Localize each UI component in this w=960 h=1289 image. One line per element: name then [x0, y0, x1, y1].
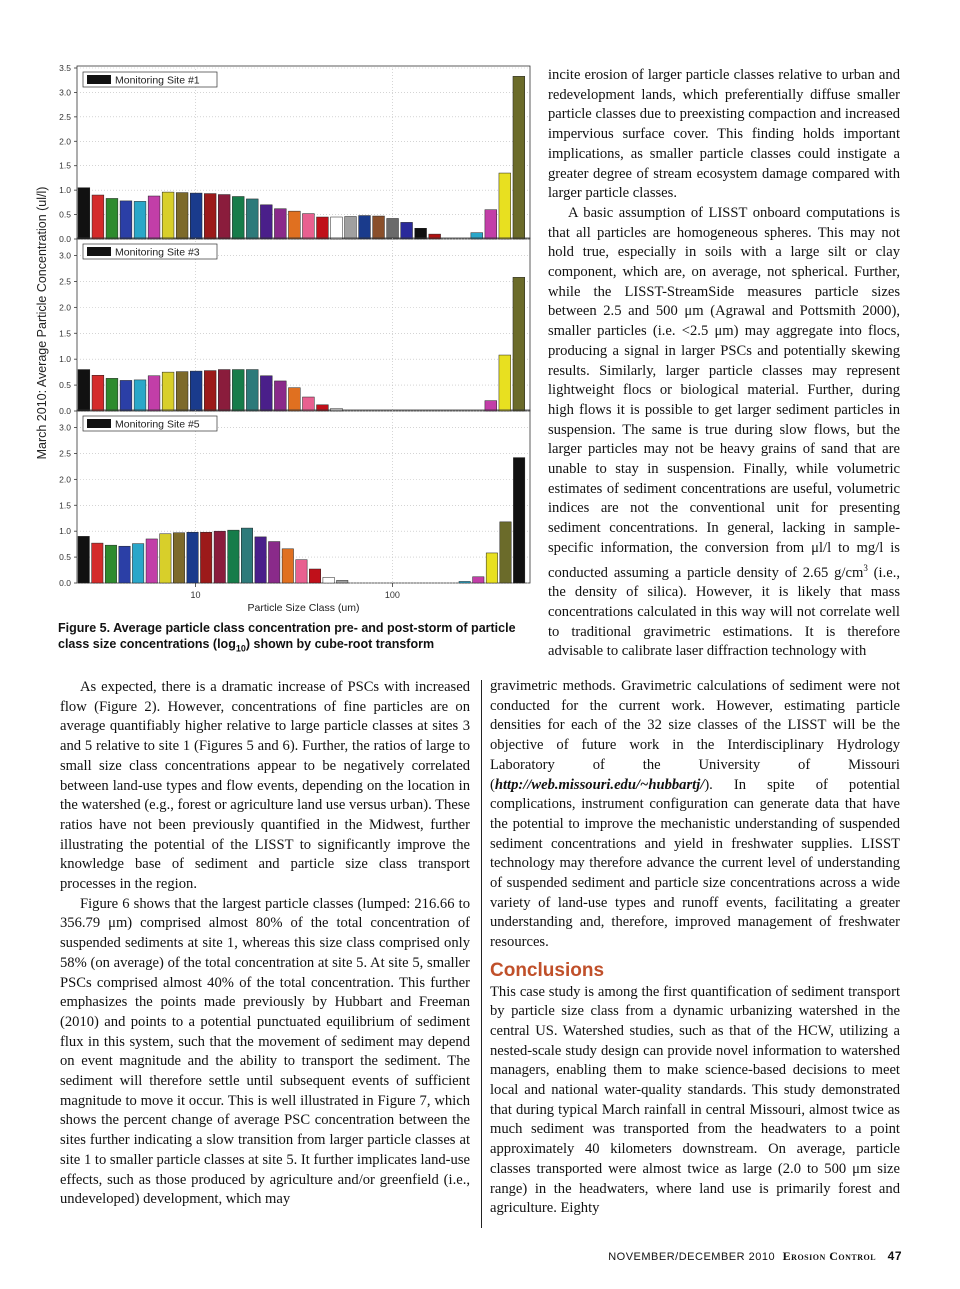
- bar: [296, 560, 307, 583]
- bar: [345, 217, 357, 239]
- bar: [274, 381, 286, 411]
- bar: [513, 458, 524, 583]
- bar: [134, 380, 146, 411]
- y-tick-label: 0.0: [59, 578, 71, 588]
- bar: [176, 193, 188, 239]
- bar: [173, 533, 184, 583]
- bar: [78, 370, 90, 411]
- y-tick-label: 1.0: [59, 354, 71, 365]
- bar: [485, 401, 497, 411]
- bar: [499, 355, 511, 411]
- page-number: 47: [887, 1249, 902, 1263]
- panel-frame: [77, 410, 530, 583]
- y-tick-label: 1.0: [59, 185, 71, 196]
- bar: [401, 222, 413, 239]
- bar: [246, 370, 258, 411]
- bar: [303, 214, 315, 239]
- x-tick-label: 10: [190, 590, 201, 600]
- bar: [260, 376, 272, 411]
- bar: [513, 76, 525, 239]
- bar: [92, 543, 103, 583]
- x-tick-label: 100: [384, 590, 400, 600]
- bar: [232, 196, 244, 239]
- paragraph: This case study is among the first quantification of sediment transport by particle size class from a dynamic urbanizing watershed in the central US. Watershed studies, such as that of the HCW, utilizing a nested-scale study design can provide novel information to watershed managers, enabling them to make science-based decisions to meet local and national water-quality standards. This study demonstrated that during typical March rainfall in central Missouri, almost twice as much sediment was transported from the headwaters to a point approximately 40 kilometers downstream. On average, particle classes transported were almost twice as large (2.0 to 500 μm size range) in the headwaters, where land use is primarily forest and agriculture. Eighty: [490, 983, 900, 1217]
- column-divider: [481, 680, 482, 1228]
- bar: [232, 370, 244, 411]
- bar: [228, 530, 239, 583]
- paragraph: gravimetric methods. Gravimetric calculations of sediment were not conducted for the current work. However, estimating particle densities for each of the 32 size classes of the LISST will be the objective of future work in the Interdisciplinary Hydrology Laboratory of the University of Missouri (http://web.missouri.edu/~hubbartj/). In spite of potential complications, instrument configuration can generate data that have the potential to improve the mechanistic understanding of suspended sediment concentrations and yield in freshwater supplies. LISST technology may therefore advance the current level of understanding of suspended sediment and particle size concentrations across a wide variety of land-use types and runoff events, facilitating a greater understanding and, therefore, improved management of freshwater resources.: [490, 678, 900, 951]
- bar: [255, 537, 266, 583]
- y-axis-label: March 2010: Average Particle Concentration (ul/l): [35, 186, 49, 460]
- magazine-name: Erosion Control: [782, 1249, 877, 1263]
- bar: [92, 195, 104, 239]
- bar: [323, 577, 334, 583]
- bar: [268, 542, 279, 583]
- bar: [120, 201, 132, 239]
- y-tick-label: 2.5: [59, 448, 71, 459]
- y-tick-label: 2.0: [59, 474, 71, 485]
- bar: [415, 228, 427, 239]
- bar: [373, 216, 385, 239]
- bar: [486, 553, 497, 583]
- y-tick-label: 2.0: [59, 136, 71, 147]
- legend-label: Monitoring Site #1: [115, 74, 200, 87]
- figure-caption: Figure 5. Average particle class concentration pre- and post-storm of particle class size concentrations $(\log_{10})$ shown by cube-root transform: [58, 621, 516, 654]
- bar: [274, 209, 286, 239]
- bar: [176, 372, 188, 411]
- issue-date: NOVEMBER/DECEMBER 2010: [608, 1251, 776, 1263]
- y-tick-label: 0.5: [59, 380, 71, 391]
- x-axis-label: Particle Size Class (um): [247, 602, 360, 614]
- bar: [78, 188, 90, 239]
- bar: [78, 536, 89, 583]
- bar: [204, 194, 216, 239]
- bar: [106, 378, 118, 411]
- bar: [337, 580, 348, 583]
- legend-label: Monitoring Site #3: [115, 246, 200, 259]
- legend-swatch: [87, 75, 111, 84]
- bar: [120, 380, 132, 411]
- bar: [500, 522, 511, 583]
- bar: [148, 376, 160, 411]
- bar: [387, 218, 399, 239]
- paragraph: As expected, there is a dramatic increase of PSCs with increased flow (Figure 2). However, concentrations of fine particles are on average quantifiably higher relative to large particle classes at sites 3 and 5 relative to site 1 (Figures 5 and 6). Further, the ratios of large to small size class concentrations appear to be negatively correlated between land-use types and flow events, depending on the location in the watershed (e.g., forest or agriculture land use versus urban). These ratios have not been previously quantified in the Midwest, further illustrating the potential of the LISST to significantly improve the knowledge base of sediment and particle size class transport processes in the region.: [60, 679, 470, 893]
- bar: [92, 375, 104, 411]
- paragraph: incite erosion of larger particle classes relative to urban and redevelopment lands, which preferentially diffuse smaller particle classes due to preexisting compaction and increased impervious surface cover. This finding holds important implications, as smaller particle classes could instigate a greater degree of stream ecosystem damage compared with larger particle classes.: [548, 67, 900, 202]
- bar: [160, 534, 171, 583]
- y-tick-label: 0.5: [59, 552, 71, 563]
- right-column-bottom: [490, 677, 900, 1219]
- bar: [162, 192, 174, 239]
- bar: [200, 532, 211, 583]
- bar: [162, 372, 174, 411]
- bar: [187, 532, 198, 583]
- y-tick-label: 0.0: [59, 406, 71, 416]
- bar: [148, 196, 160, 239]
- bar: [513, 277, 525, 411]
- bar: [499, 173, 511, 239]
- bar: [190, 371, 202, 411]
- bar: [331, 217, 343, 239]
- legend-swatch: [87, 419, 111, 428]
- paragraph: A basic assumption of LISST onboard computations is that all particles are homogeneous spheres. This may not hold true, especially in soils with a large silt or clay component, which are, on average, not spherical. Further, while the LISST-StreamSide measures particle sizes between 2.5 and 500 μm (Agrawal and Pottsmith 2000), smaller particles (i.e. <2.5 μm) may aggregate into flocs, producing a signal in larger PSCs and potentially skewing results. Similarly, larger particle classes may represent lightweight flocs or biological material. Further, during high flows it is possible to get larger sediment particles in suspension. The same is true during slow flows, but the larger particles may not be heavy grains of sand that are unable to stay in suspension. Finally, while volumetric estimates of sediment concentrations are useful, volumetric indices are not the conventional unit for presenting sediment concentrations. In general, lacking in sample-specific information, the conversion from μl/l to mg/l is conducted assuming a particle density of 2.65 $g/cm^3$ (i.e., the density of silica). However, it is likely that mass concentrations calculated in this way will not correlate well to traditional gravimetric estimations. It is therefore advisable to calibrate laser diffraction technology with: [548, 204, 900, 660]
- bar: [132, 544, 143, 583]
- bar: [282, 549, 293, 583]
- bar: [241, 528, 252, 583]
- y-tick-label: 3.5: [59, 63, 71, 73]
- bar: [473, 577, 484, 583]
- bar: [485, 210, 497, 239]
- bar: [317, 217, 329, 239]
- bar: [303, 397, 315, 411]
- bar: [359, 216, 371, 239]
- bar: [246, 199, 258, 239]
- y-tick-label: 1.5: [59, 160, 71, 171]
- section-heading: Conclusions: [490, 959, 605, 981]
- y-tick-label: 2.5: [59, 111, 71, 122]
- bar: [459, 581, 470, 583]
- bar: [119, 546, 130, 583]
- y-tick-label: 1.5: [59, 500, 71, 511]
- bar: [288, 388, 300, 411]
- bar: [190, 193, 202, 239]
- paragraph: Figure 6 shows that the largest particle classes (lumped: 216.66 to 356.79 μm) comprised almost 80% of the total concentration of suspended sediments at site 1, whereas this size class comprised only 58% (on average) of the total concentration at site 5. At site 5, smaller PSCs comprised almost 40% of the total concentration. This further emphasizes the points made previously by Hubbart and Freeman (2010) and points to a potential punctuated equilibrium of sediment flux in this system, such that the movement of sediment may depend on event magnitude and the ability to transport the sediment. The sediment will therefore settle until subsequent events of sufficient magnitude to move it occur. This is well illustrated in Figure 7, which shows the percent change of average PSC concentration between the sites further indicating a slow transition from larger particle classes at site 1 to smaller particle classes at site 5. It further implicates land-use effects, such as those produced by agriculture and/or greenfield (i.e., undeveloped) development, which may: [60, 895, 470, 1208]
- bar: [218, 195, 230, 239]
- bar: [214, 531, 225, 583]
- bar: [204, 371, 216, 411]
- y-tick-label: 2.0: [59, 302, 71, 313]
- bar: [288, 211, 300, 239]
- y-tick-label: 3.0: [59, 250, 71, 261]
- y-tick-label: 2.5: [59, 276, 71, 287]
- y-tick-label: 1.0: [59, 526, 71, 537]
- bar: [134, 201, 146, 239]
- bar: [218, 370, 230, 411]
- y-tick-label: 0.0: [59, 234, 71, 244]
- page-footer: [608, 1249, 902, 1264]
- y-tick-label: 1.5: [59, 328, 71, 339]
- left-column: [60, 678, 470, 1210]
- bar: [260, 205, 272, 239]
- y-tick-label: 3.0: [59, 87, 71, 98]
- legend-swatch: [87, 247, 111, 256]
- figure-5-chart: [30, 58, 535, 618]
- y-tick-label: 3.0: [59, 422, 71, 433]
- legend-label: Monitoring Site #5: [115, 418, 200, 431]
- bar: [146, 539, 157, 583]
- right-column-top: [548, 66, 900, 662]
- bar: [105, 545, 116, 583]
- bar: [106, 198, 118, 239]
- lab-website-link[interactable]: http://web.missouri.edu/~hubbartj/: [494, 776, 705, 793]
- bar: [309, 569, 320, 583]
- y-tick-label: 0.5: [59, 209, 71, 220]
